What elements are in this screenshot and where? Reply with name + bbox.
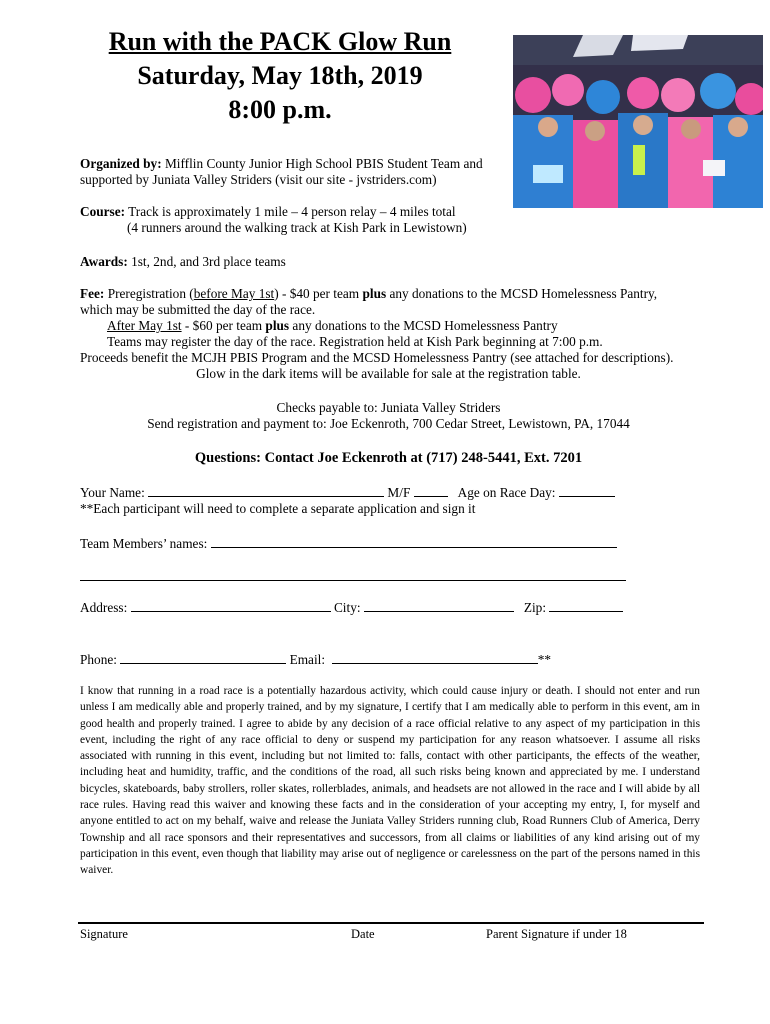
phone-label: Phone: [80, 652, 117, 667]
name-label: Your Name: [80, 485, 145, 500]
fee-line3: After May 1st - $60 per team plus any donations to the MCSD Homelessness Pantry [107, 318, 558, 333]
signature-line[interactable] [78, 922, 704, 924]
email-label: Email: [289, 652, 326, 667]
zip-label: Zip: [523, 600, 547, 615]
fee-label: Fee: [80, 286, 105, 301]
team-field-line2[interactable] [80, 579, 626, 581]
awards-label: Awards: [80, 254, 128, 269]
name-field[interactable] [148, 484, 384, 497]
mf-label: M/F [387, 485, 411, 500]
address-field[interactable] [131, 599, 331, 612]
organized-line2: supported by Juniata Valley Striders (visit our site - jvstriders.com) [80, 172, 437, 187]
course-line2: (4 runners around the walking track at Kish Park in Lewistown) [127, 220, 467, 235]
team-label: Team Members’ names: [80, 536, 208, 551]
waiver-text: I know that running in a road race is a potentially hazardous activity, which could cause injury or death. I should not enter and run unless I am medically able and properly trained, and by my signature, I certify that I am medically able to perform in this event, am in good health and properly trained. I agree to abide by any decision of a race official relative to any aspect of my participation in this event, including the right of any race official to deny or suspend my participation for any reason whatsoever. I assume all risks associated with running in this event, including but not limited to: falls, contact with other participants, the effects of the weather, including heat and humidity, traffic, and the conditions of the road, all such risks being known and appreciated by me. I understand bicycles, skateboards, baby strollers, roller skates, rollerblades, animals, and headsets are not allowed in the race and I will abide by all race rules. Having read this waiver and knowing these facts and in the consideration of your accepting my entry, I, for myself and anyone entitled to act on my behalf, waive and release the Juniata Valley Striders running club, Road Runners Club of America, Derry Township and all race sponsors and their representatives and successors, from all claims or liabilities of any kind arising out of my participation in this event, even though that liability may arise out of negligence or carelessness on the part of the persons named in this waiver. [80, 685, 700, 877]
organized-label: Organized by: [80, 156, 162, 171]
phone-field[interactable] [120, 651, 286, 664]
runners-photo [513, 35, 763, 208]
name-row [80, 484, 615, 501]
age-label: Age on Race Day: [457, 485, 556, 500]
fee-line2: which may be submitted the day of the race. [80, 302, 316, 317]
mf-field[interactable] [414, 484, 448, 497]
questions-contact: Questions: Contact Joe Eckenroth at (717) 248-5441, Ext. 7201 [194, 450, 583, 466]
address-label: Address: [80, 600, 128, 615]
email-field[interactable] [332, 651, 538, 664]
parent-signature-label: Parent Signature if under 18 [486, 927, 627, 941]
age-field[interactable] [559, 484, 615, 497]
phone-row [80, 651, 551, 668]
course-label: Course: [80, 204, 126, 219]
send-registration: Send registration and payment to: Joe Eckenroth, 700 Cedar Street, Lewistown, PA, 17044 [147, 416, 630, 431]
fee-line1: Fee: Preregistration (before May 1st) - $40 per team plus any donations to the MCSD Homelessness Pantry, [80, 286, 658, 301]
team-row [80, 535, 617, 552]
address-row [80, 599, 623, 616]
event-title: Run with the PACK Glow Run [108, 27, 452, 56]
city-label: City: [333, 600, 361, 615]
team-field[interactable] [211, 535, 617, 548]
checks-payable: Checks payable to: Juniata Valley Striders [276, 400, 501, 415]
event-date: Saturday, May 18th, 2019 [137, 61, 423, 90]
fee-line4: Teams may register the day of the race. Registration held at Kish Park beginning at 7:00 p.m. [107, 334, 603, 349]
participant-note: **Each participant will need to complete a separate application and sign it [80, 501, 476, 516]
city-field[interactable] [364, 599, 514, 612]
course-line1: Course: Track is approximately 1 mile – 4 person relay – 4 miles total [80, 204, 456, 219]
fee-line5: Proceeds benefit the MCJH PBIS Program and the MCSD Homelessness Pantry (see attached for descriptions). [80, 350, 674, 365]
email-suffix: ** [537, 652, 551, 667]
fee-line6: Glow in the dark items will be available for sale at the registration table. [196, 366, 581, 381]
awards-line: Awards: 1st, 2nd, and 3rd place teams [80, 254, 286, 269]
signature-label: Signature [80, 927, 128, 941]
event-time: 8:00 p.m. [228, 95, 332, 124]
organized-line1: Organized by: Mifflin County Junior High School PBIS Student Team and [80, 156, 483, 171]
date-label: Date [351, 927, 375, 941]
zip-field[interactable] [549, 599, 623, 612]
